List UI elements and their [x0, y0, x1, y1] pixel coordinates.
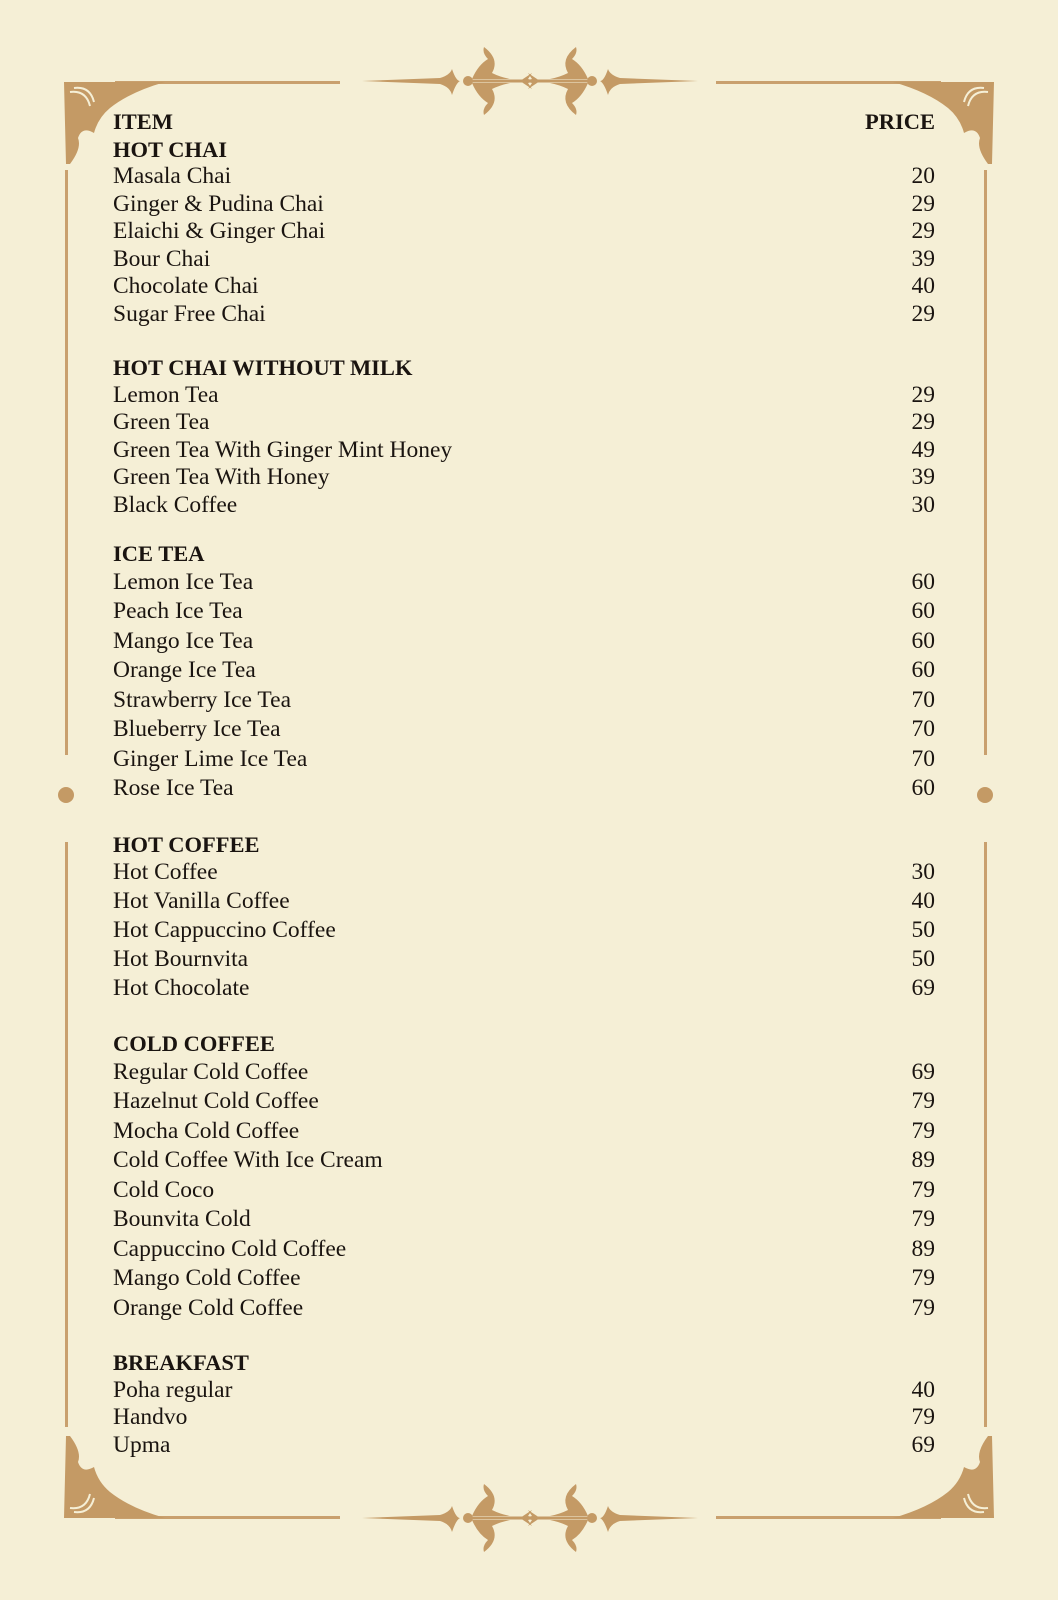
section-cold-coffee [113, 1030, 935, 1323]
item-price: 69 [911, 1431, 935, 1458]
item-price: 29 [911, 218, 935, 244]
frame-right-line-upper [984, 170, 987, 755]
item-name: Orange Cold Coffee [113, 1294, 304, 1321]
menu-item [113, 163, 935, 191]
item-price: 69 [911, 1058, 935, 1085]
item-name: Blueberry Ice Tea [113, 716, 281, 742]
item-name: Bour Chai [113, 245, 211, 272]
item-price: 79 [911, 1117, 935, 1144]
menu-item [113, 1205, 935, 1235]
item-name: Mango Cold Coffee [113, 1265, 301, 1291]
item-name: Hot Bournvita [113, 946, 249, 972]
item-name: Chocolate Chai [113, 273, 259, 299]
item-name: Mango Ice Tea [113, 627, 254, 654]
item-name: Hot Cappuccino Coffee [113, 917, 336, 943]
item-price: 79 [911, 1176, 935, 1203]
item-name: Hot Coffee [113, 859, 218, 885]
item-price: 39 [911, 464, 935, 490]
menu-item [113, 858, 935, 887]
item-name: Lemon Tea [113, 381, 219, 408]
section-hot-coffee [113, 831, 935, 1004]
item-price: 70 [911, 745, 935, 772]
menu-item [113, 1146, 935, 1176]
item-price: 60 [911, 627, 935, 654]
menu-item [113, 1264, 935, 1294]
item-name: Handvo [113, 1404, 188, 1430]
frame-left-line-lower [65, 842, 68, 1427]
section-title: COLD COFFEE [113, 1031, 275, 1056]
menu-item [113, 382, 935, 410]
item-price: 40 [911, 888, 935, 914]
item-name: Hazelnut Cold Coffee [113, 1088, 319, 1114]
item-price: 29 [911, 381, 935, 408]
item-name: Sugar Free Chai [113, 300, 266, 327]
menu-item [113, 745, 935, 775]
menu-item [113, 246, 935, 274]
right-ornament-dot [977, 787, 993, 803]
section-ice-tea [113, 540, 935, 804]
section-hot-chai-without-milk [113, 354, 935, 519]
item-name: Peach Ice Tea [113, 598, 243, 624]
item-name: Hot Vanilla Coffee [113, 888, 290, 914]
section-breakfast [113, 1349, 935, 1459]
menu-item [113, 656, 935, 686]
item-name: Lemon Ice Tea [113, 568, 254, 595]
menu-item [113, 1058, 935, 1088]
item-price: 30 [911, 491, 935, 518]
item-name: Black Coffee [113, 491, 238, 518]
item-name: Ginger Lime Ice Tea [113, 745, 308, 772]
item-name: Upma [113, 1431, 171, 1458]
menu-item [113, 1294, 935, 1324]
menu-item [113, 974, 935, 1003]
section-title: HOT COFFEE [113, 831, 260, 857]
menu-item [113, 774, 935, 804]
item-price: 69 [911, 975, 935, 1001]
item-name: Cold Coffee With Ice Cream [113, 1147, 383, 1173]
item-name: Strawberry Ice Tea [113, 686, 291, 713]
menu-item [113, 218, 935, 246]
item-price: 60 [911, 568, 935, 595]
item-price: 79 [911, 1206, 935, 1232]
section-spacer [113, 328, 935, 354]
menu-list [113, 108, 935, 1459]
item-name: Hot Chocolate [113, 975, 250, 1001]
item-price: 70 [911, 716, 935, 742]
item-price: 40 [911, 273, 935, 299]
menu-item [113, 273, 935, 301]
item-price: 79 [911, 1265, 935, 1291]
menu-item [113, 1377, 935, 1405]
item-name: Green Tea [113, 409, 210, 435]
top-flourish-ornament-icon [360, 45, 700, 117]
section-title: BREAKFAST [113, 1350, 249, 1375]
bottom-flourish-ornament-icon [360, 1482, 700, 1554]
item-name: Green Tea With Honey [113, 464, 330, 490]
menu-item [113, 191, 935, 219]
column-header-row [113, 108, 935, 136]
item-price: 79 [911, 1404, 935, 1430]
menu-item [113, 916, 935, 945]
item-price: 60 [911, 775, 935, 801]
item-name: Cappuccino Cold Coffee [113, 1235, 347, 1262]
menu-item [113, 686, 935, 716]
item-price: 50 [911, 917, 935, 943]
menu-item [113, 568, 935, 598]
section-title: HOT CHAI WITHOUT MILK [113, 355, 413, 380]
left-ornament-dot [58, 787, 74, 803]
menu-item [113, 409, 935, 437]
item-price: 89 [911, 1147, 935, 1173]
item-price: 79 [911, 1088, 935, 1114]
item-price: 29 [911, 409, 935, 435]
menu-item [113, 945, 935, 974]
item-name: Rose Ice Tea [113, 775, 234, 801]
menu-item [113, 492, 935, 520]
item-price: 20 [911, 163, 935, 189]
item-price: 79 [911, 1294, 935, 1321]
section-title: HOT CHAI [113, 136, 227, 162]
menu-item [113, 1432, 935, 1460]
menu-item [113, 887, 935, 916]
section-spacer [113, 519, 935, 540]
item-price: 29 [911, 300, 935, 327]
section-spacer [113, 1003, 935, 1030]
menu-item [113, 1176, 935, 1206]
item-price: 60 [911, 657, 935, 683]
menu-item [113, 597, 935, 627]
item-name: Bounvita Cold [113, 1206, 251, 1232]
section-spacer [113, 1323, 935, 1349]
menu-item [113, 715, 935, 745]
item-name: Elaichi & Ginger Chai [113, 218, 326, 244]
item-price: 70 [911, 686, 935, 713]
menu-item [113, 627, 935, 657]
menu-item [113, 437, 935, 465]
section-hot-chai [113, 136, 935, 329]
item-name: Cold Coco [113, 1176, 215, 1203]
item-name: Masala Chai [113, 163, 232, 189]
item-name: Mocha Cold Coffee [113, 1117, 300, 1144]
price-column-header: PRICE [864, 109, 935, 134]
item-column-header: ITEM [113, 109, 174, 134]
item-price: 60 [911, 598, 935, 624]
menu-item [113, 301, 935, 329]
frame-left-line-upper [65, 170, 68, 755]
item-name: Ginger & Pudina Chai [113, 190, 324, 217]
section-title: ICE TEA [113, 541, 205, 566]
item-name: Regular Cold Coffee [113, 1058, 309, 1085]
item-price: 39 [911, 245, 935, 272]
menu-item [113, 1087, 935, 1117]
item-price: 30 [911, 859, 935, 885]
item-price: 89 [911, 1235, 935, 1262]
menu-item [113, 1404, 935, 1432]
menu-item [113, 464, 935, 492]
frame-right-line-lower [984, 842, 987, 1427]
menu-item [113, 1235, 935, 1265]
item-price: 40 [911, 1376, 935, 1403]
menu-item [113, 1117, 935, 1147]
item-name: Poha regular [113, 1376, 233, 1403]
item-price: 29 [911, 190, 935, 217]
item-price: 50 [911, 946, 935, 972]
section-spacer [113, 804, 935, 831]
item-name: Orange Ice Tea [113, 657, 256, 683]
item-name: Green Tea With Ginger Mint Honey [113, 436, 453, 463]
item-price: 49 [911, 436, 935, 463]
